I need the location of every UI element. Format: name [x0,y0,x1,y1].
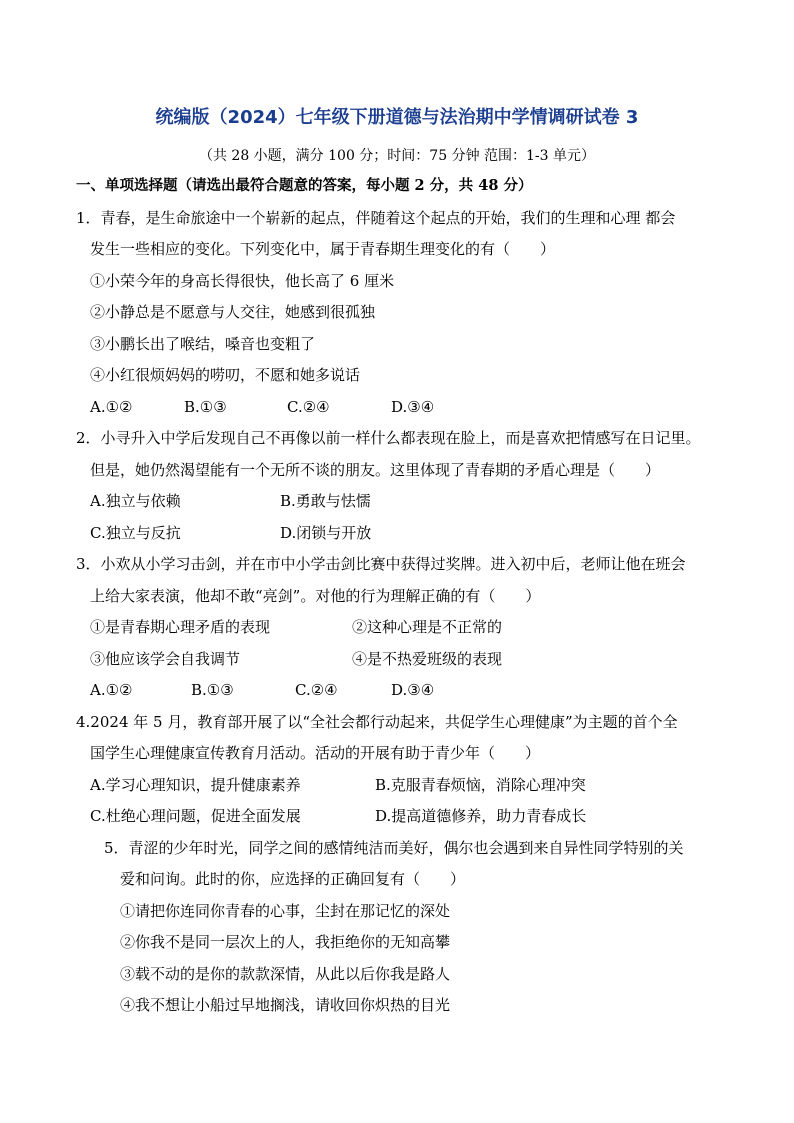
question-4-option-a: A.学习心理知识，提升健康素养 [90,776,301,794]
question-4-option-d: D.提高道德修养，助力青春成长 [375,807,587,825]
question-4-stem-line-2: 国学生心理健康宣传教育月活动。活动的开展有助于青少年（ ） [90,744,541,762]
question-3-option-c: C.②④ [295,681,338,699]
question-3-statement-1: ①是青春期心理矛盾的表现 [90,618,271,636]
question-5-stem-line-2: 爱和问询。此时的你，应选择的正确回复有（ ） [120,870,466,888]
question-3-option-a: A.①② [90,681,133,699]
question-4-option-c: C.杜绝心理问题，促进全面发展 [90,807,301,825]
question-3-statement-4: ④是不热爱班级的表现 [352,650,503,668]
question-5-stem-line-1: 5．青涩的少年时光，同学之间的感情纯洁而美好，偶尔也会遇到来自异性同学特别的关 [104,839,684,857]
question-2-stem-line-1: 2．小寻升入中学后发现自己不再像以前一样什么都表现在脸上，而是喜欢把情感写在日记里。 [76,429,701,447]
question-5-statement-1: ①请把你连同你青春的心事，尘封在那记忆的深处 [120,902,451,920]
question-3-option-b: B.①③ [191,681,234,699]
question-1-statement-3: ③小鹏长出了喉结，嗓音也变粗了 [90,335,316,353]
question-3-option-d: D.③④ [391,681,435,699]
question-1-option-b: B.①③ [184,398,227,416]
exam-subtitle: （共 28 小题，满分 100 分；时间：75 分钟 范围：1-3 单元） [198,148,596,164]
question-1-stem-line-1: 1．青春，是生命旅途中一个崭新的起点，伴随着这个起点的开始，我们的生理和心理 都会 [76,209,676,227]
question-1-statement-4: ④小红很烦妈妈的唠叨，不愿和她多说话 [90,366,361,384]
question-4-stem-line-1: 4.2024 年 5 月，教育部开展了以“全社会都行动起来，共促学生心理健康”为主题的首个全 [76,713,678,731]
question-1-option-a: A.①② [90,398,133,416]
question-1-statement-1: ①小荣今年的身高长得很快，他长高了 6 厘米 [90,272,395,290]
question-2-stem-line-2: 但是，她仍然渴望能有一个无所不谈的朋友。这里体现了青春期的矛盾心理是（ ） [90,461,661,479]
question-1-stem-line-2: 发生一些相应的变化。下列变化中，属于青春期生理变化的有（ ） [90,240,556,258]
exam-title: 统编版（2024）七年级下册道德与法治期中学情调研试卷 3 [155,107,639,128]
question-5-statement-4: ④我不想让小船过早地搁浅，请收回你炽热的目光 [120,996,451,1014]
question-1-option-d: D.③④ [391,398,435,416]
question-5-statement-2: ②你我不是同一层次上的人，我拒绝你的无知高攀 [120,933,451,951]
question-3-stem-line-2: 上给大家表演，他却不敢“亮剑”。对他的行为理解正确的有（ ） [90,587,541,605]
question-3-statement-3: ③他应该学会自我调节 [90,650,241,668]
question-3-stem-line-1: 3．小欢从小学习击剑，并在市中小学击剑比赛中获得过奖牌。进入初中后，老师让他在班会 [76,555,686,573]
question-2-option-d: D.闭锁与开放 [280,524,372,542]
question-1-statement-2: ②小静总是不愿意与人交往，她感到很孤独 [90,303,376,321]
question-3-statement-2: ②这种心理是不正常的 [352,618,503,636]
question-4-option-b: B.克服青春烦恼，消除心理冲突 [375,776,586,794]
question-1-option-c: C.②④ [287,398,330,416]
question-2-option-b: B.勇敢与怯懦 [280,492,371,510]
question-2-option-c: C.独立与反抗 [90,524,181,542]
section-header: 一、单项选择题（请选出最符合题意的答案，每小题 2 分，共 48 分） [76,177,533,194]
question-2-option-a: A.独立与依赖 [90,492,181,510]
question-5-statement-3: ③载不动的是你的款款深情，从此以后你我是路人 [120,965,451,983]
